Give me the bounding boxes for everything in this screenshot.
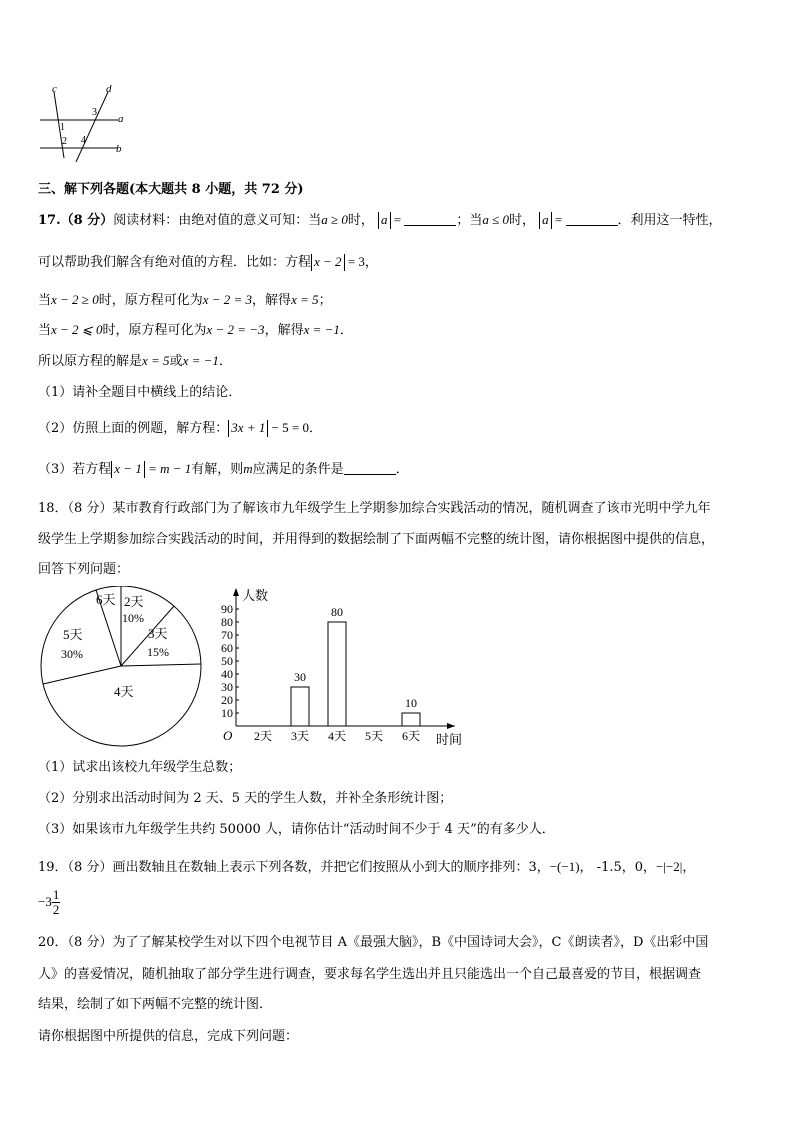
angle-3: 3	[92, 107, 97, 118]
bar-value-4: 10	[405, 696, 417, 710]
bar-2	[328, 622, 346, 726]
angle-1: 1	[60, 122, 65, 133]
q18-sub3: （3）如果该市九年级学生共约 50000 人，请你估计“活动时间不少于 4 天”的有多少人．	[38, 822, 555, 837]
q18-line3: 回答下列问题：	[38, 562, 130, 577]
q17-line1: 17.（8 分）阅读材料：由绝对值的意义可知：当a ≥ 0时， a = ；当a ≤ 0时， a = ．利用这一特性，	[38, 212, 722, 228]
x-axis-label: 时间	[436, 732, 463, 747]
pie-percent-2: 15%	[147, 645, 169, 659]
x-tick-label-1: 3天	[290, 729, 310, 743]
pie-label-1: 2天	[124, 594, 144, 609]
q17-solution: 所以原方程的解是x = 5或x = −1．	[38, 353, 232, 369]
y-tick-label-60: 60	[221, 641, 233, 655]
q18-sub1: （1）试求出该校九年级学生总数；	[38, 760, 242, 775]
q17-line2: 可以帮助我们解含有绝对值的方程．比如：方程 x − 2 = 3，	[38, 254, 378, 270]
y-tick-label-70: 70	[221, 628, 233, 642]
q20-line3: 结果，绘制了如下两幅不完整的统计图．	[38, 997, 273, 1012]
bar-value-2: 80	[331, 605, 343, 619]
y-tick-label-80: 80	[221, 615, 233, 629]
bar-value-1: 30	[294, 670, 306, 684]
bar-1	[291, 687, 309, 726]
x-axis-arrow	[447, 723, 455, 729]
q20-line4: 请你根据图中所提供的信息，完成下列问题：	[38, 1029, 299, 1044]
q18-line2: 级学生上学期参加综合实践活动的时间，并用得到的数据绘制了下面两幅不完整的统计图，请你根据图中提供的信息，	[38, 532, 715, 547]
q17-case1: 当x − 2 ≥ 0时，原方程可化为x − 2 = 3，解得x = 5；	[38, 292, 332, 308]
pie-chart	[36, 586, 206, 756]
y-tick-label-30: 30	[221, 680, 233, 694]
label-c: c	[52, 83, 57, 95]
y-tick-label-20: 20	[221, 693, 233, 707]
q18-line1: 18．（8 分）某市教育行政部门为了解该市九年级学生上学期参加综合实践活动的情况，随机调查了该市光明中学九年	[38, 501, 711, 516]
q17-blank-1[interactable]	[404, 211, 456, 226]
q17-sub2: （2）仿照上面的例题，解方程： 3x + 1 − 5 = 0．	[38, 420, 323, 436]
q17-sub1: （1）请补全题目中横线上的结论．	[38, 385, 242, 400]
q20-line1: 20．（8 分）为了了解某校学生对以下四个电视节目 A《最强大脑》，B《中国诗词大会》，C《朗读者》，D《出彩中国	[38, 935, 709, 950]
q19-line1: 19．（8 分）画出数轴且在数轴上表示下列各数，并把它们按照从小到大的顺序排列：3，−(−1)， -1.5，0，−|−2|，	[38, 859, 696, 875]
label-a: a	[118, 113, 124, 125]
origin-label: O	[223, 728, 233, 743]
y-tick-label-10: 10	[221, 706, 233, 720]
y-tick-label-50: 50	[221, 654, 233, 668]
label-d: d	[106, 83, 112, 95]
q18-sub2: （2）分别求出活动时间为 2 天、5 天的学生人数，并补全条形统计图；	[38, 791, 453, 806]
pie-percent-1: 10%	[122, 611, 144, 625]
q17-blank-3[interactable]	[344, 460, 396, 475]
y-axis-label: 人数	[242, 588, 269, 603]
q17-case2: 当x − 2 ⩽ 0时，原方程可化为x − 2 = −3，解得x = −1．	[38, 322, 353, 338]
pie-percent-4: 30%	[61, 647, 83, 661]
section-title: 三、解下列各题(本大题共 8 小题，共 72 分)	[38, 182, 304, 197]
x-tick-label-0: 2天	[253, 729, 273, 743]
angle-4: 4	[81, 135, 86, 146]
label-b: b	[116, 143, 122, 155]
angle-2: 2	[62, 136, 67, 147]
y-axis-arrow	[233, 588, 239, 596]
y-tick-label-90: 90	[221, 602, 233, 616]
parallel-lines-figure	[36, 82, 136, 162]
x-tick-label-3: 5天	[364, 729, 384, 743]
pie-label-4: 5天	[63, 627, 83, 642]
bar-4	[402, 713, 420, 726]
x-tick-label-4: 6天	[401, 729, 421, 743]
pie-label-3: 4天	[114, 684, 134, 699]
q20-line2: 人》的喜爱情况，随机抽取了部分学生进行调查，要求每名学生选出并且只能选出一个自己最喜爱的节目，根据调查	[38, 967, 702, 982]
q17-sub3: （3）若方程 x − 1 = m − 1有解，则m应满足的条件是 ．	[38, 461, 409, 477]
pie-label-0: 6天	[96, 592, 116, 607]
q19-line2: −3 $\frac{1}{2}$	[38, 887, 60, 917]
q17-blank-2[interactable]	[566, 211, 618, 226]
x-tick-label-2: 4天	[327, 729, 347, 743]
y-tick-label-40: 40	[221, 667, 233, 681]
bar-chart	[210, 586, 470, 751]
pie-label-2: 3天	[148, 626, 168, 641]
